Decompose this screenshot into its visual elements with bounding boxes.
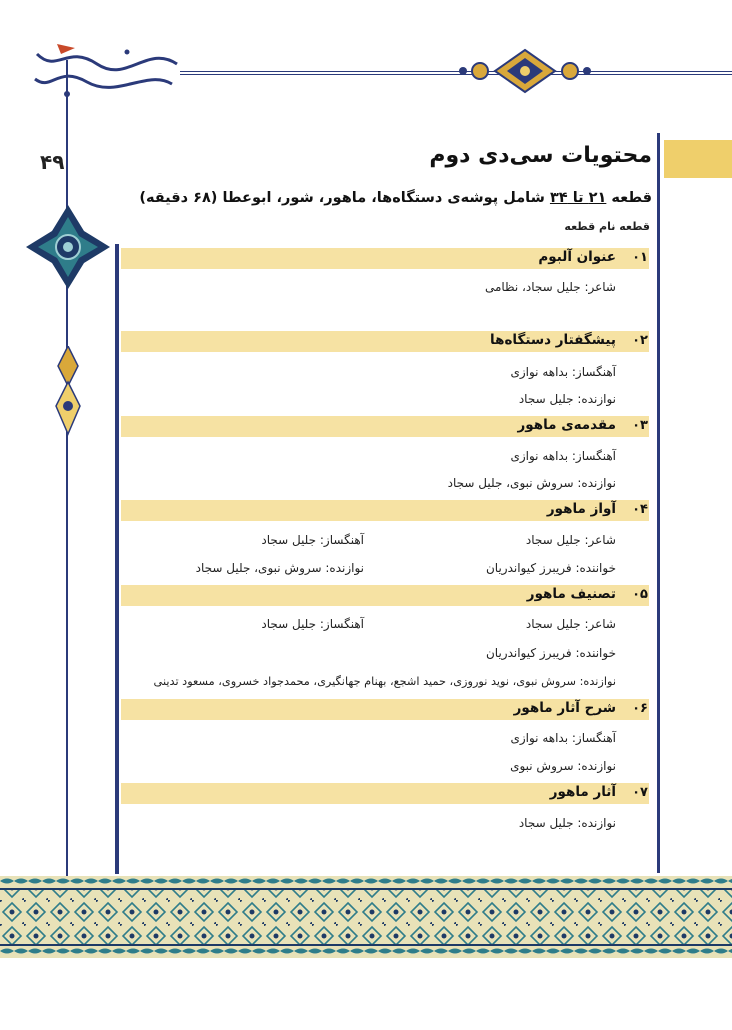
track-credit: نوازنده: سروش نبوی، نوید نوروزی، حمید اشجع، بهنام جهانگیری، محمدجواد خسروی، مسعود تدینی [153, 675, 616, 688]
track-credit: نوازنده: سروش نبوی [510, 759, 616, 773]
track-credit: شاعر: جلیل سجاد [525, 533, 616, 547]
track-credit: آهنگساز: بداهه نوازی [510, 731, 616, 745]
title-accent-tab [664, 140, 732, 178]
track-credit: آهنگساز: بداهه نوازی [510, 449, 616, 463]
rosette-ornament-icon [26, 205, 110, 289]
track-title: مقدمه‌ی ماهور [517, 417, 616, 433]
track-title: عنوان آلبوم [538, 249, 616, 265]
track-credit: خواننده: فریبرز کیواندریان [485, 561, 616, 575]
bottom-ornamental-border [0, 876, 732, 958]
track-credit: آهنگساز: بداهه نوازی [510, 365, 616, 379]
track-number: ۰۷ [632, 785, 648, 800]
content-vertical-rule [657, 133, 660, 873]
track-number: ۰۴ [632, 502, 648, 517]
column-label: قطعه نام قطعه [564, 220, 650, 233]
track-number: ۰۲ [632, 333, 648, 348]
page-title: محتویات سی‌دی دوم [429, 143, 652, 168]
track-number: ۰۳ [632, 418, 648, 433]
track-title: شرح آثار ماهور [513, 700, 616, 716]
header-ornament-icon [455, 48, 595, 94]
track-number: ۰۱ [632, 250, 648, 265]
track-credit: شاعر: جلیل سجاد [525, 617, 616, 631]
track-number: ۰۵ [632, 587, 648, 602]
track-credit: نوازنده: سروش نبوی، جلیل سجاد [447, 476, 616, 490]
track-title: آواز ماهور [546, 501, 616, 517]
calligraphy-logo [27, 34, 187, 106]
track-credit: آهنگساز: جلیل سجاد [261, 533, 364, 547]
track-credit: نوازنده: جلیل سجاد [518, 816, 616, 830]
track-title: آثار ماهور [549, 784, 616, 800]
left-vertical-rule [66, 60, 68, 880]
track-credit: شاعر: جلیل سجاد، نظامی [484, 280, 616, 294]
subtitle-range: ۲۱ تا ۳۴ [549, 190, 607, 206]
track-credit: نوازنده: سروش نبوی، جلیل سجاد [195, 561, 364, 575]
subtitle-prefix: قطعه [606, 190, 652, 206]
track-title: پیشگفتار دستگاه‌ها [490, 332, 616, 348]
subtitle-suffix: شامل پوشه‌ی دستگاه‌ها، ماهور، شور، ابوعطا (۶۸ دقیقه) [139, 190, 550, 206]
pendant-ornament-icon [54, 346, 82, 436]
track-credit: نوازنده: جلیل سجاد [518, 392, 616, 406]
track-credit: خواننده: فریبرز کیواندریان [485, 646, 616, 660]
track-number: ۰۶ [632, 701, 648, 716]
track-title: تصنیف ماهور [526, 586, 616, 602]
content-left-rule [115, 244, 119, 874]
track-credit: آهنگساز: جلیل سجاد [261, 617, 364, 631]
page-number: ۴۹ [40, 150, 65, 174]
page-subtitle [139, 190, 652, 206]
